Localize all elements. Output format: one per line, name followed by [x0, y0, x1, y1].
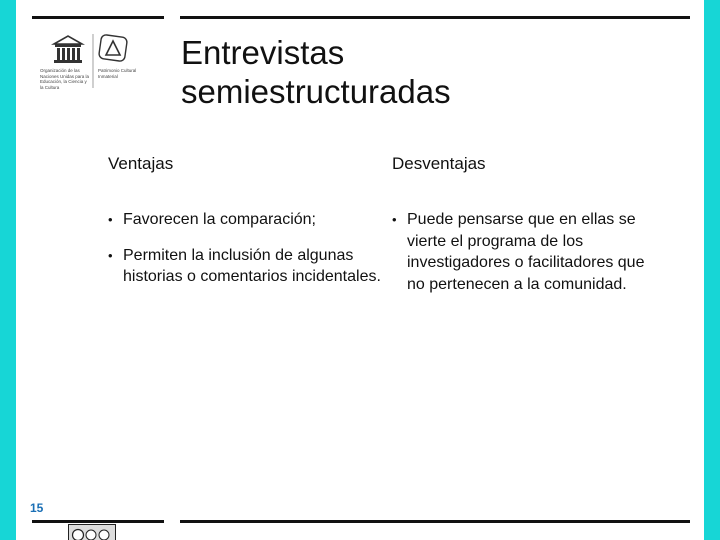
disadvantages-list	[392, 209, 654, 295]
list-item: • Puede pensarse que en ellas se vierte el programa de los investigadores o facilitadores que no pertenecen a la comunidad.	[392, 209, 654, 295]
heritage-emblem-icon	[98, 34, 127, 61]
creative-commons-badge	[68, 524, 116, 540]
logo-heritage-text: Patrimonio Cultural Inmaterial	[98, 68, 137, 79]
list-item: • Permiten la inclusión de algunas historias o comentarios incidentales.	[108, 245, 388, 288]
page-number: 15	[30, 501, 44, 515]
logo-org-text: Organización de las Naciones Unidas para la Educación, la Ciencia y la Cultura	[40, 68, 90, 90]
advantages-heading: Ventajas	[108, 154, 174, 173]
disadvantages-heading: Desventajas	[392, 154, 486, 173]
advantages-list	[108, 209, 388, 288]
bottom-rule-right	[180, 520, 690, 523]
slide-title: Entrevistas semiestructuradas	[181, 34, 451, 110]
slide	[16, 0, 704, 540]
cc-license-icon	[69, 525, 115, 540]
list-item: • Favorecen la comparación;	[108, 209, 388, 231]
bottom-rule-left	[32, 520, 164, 523]
top-rule-right	[180, 16, 690, 19]
unesco-logo	[38, 30, 153, 92]
top-rule-left	[32, 16, 164, 19]
